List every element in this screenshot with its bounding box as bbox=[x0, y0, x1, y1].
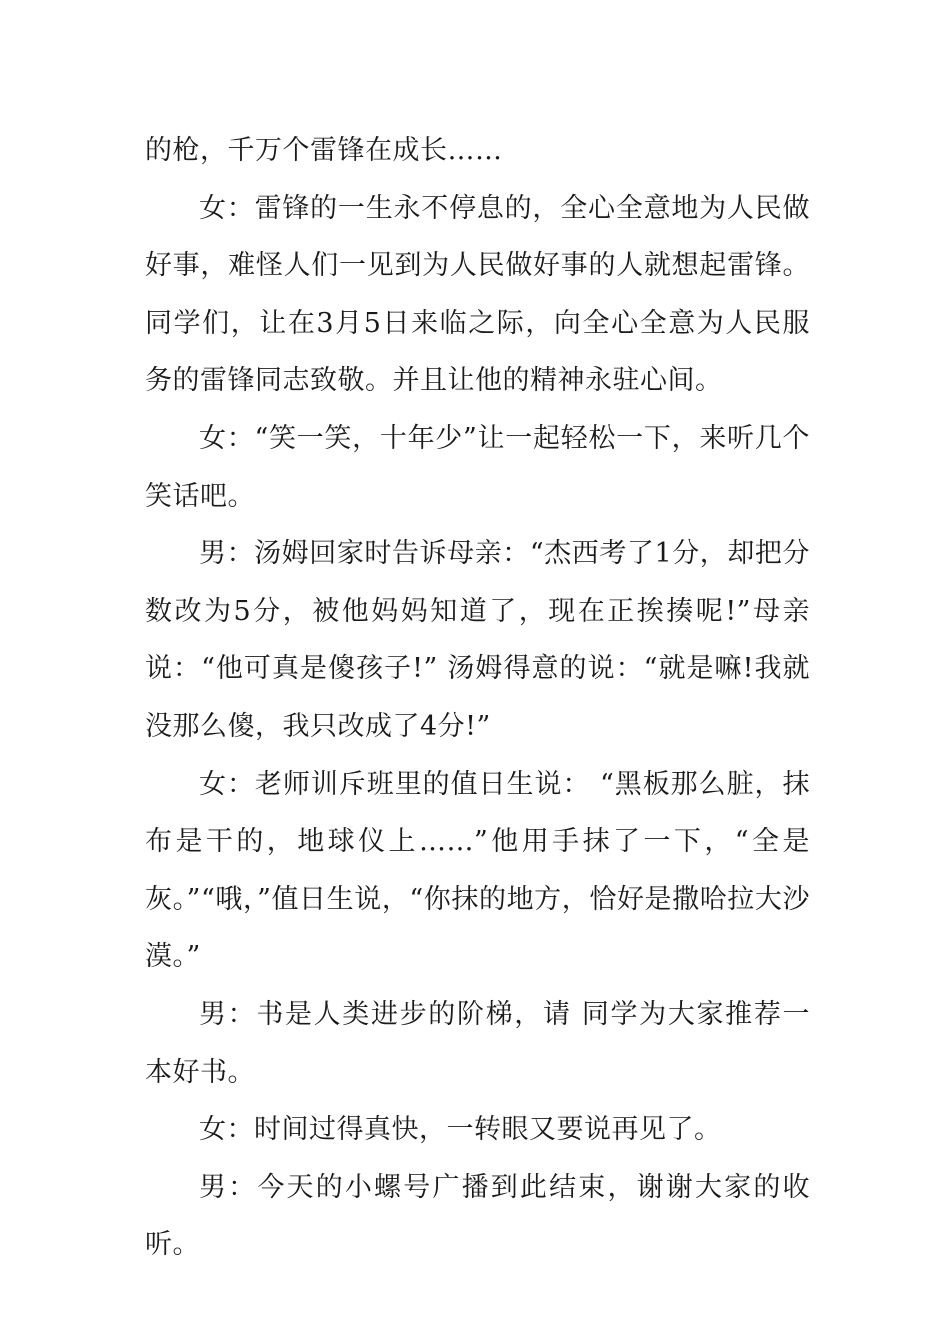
paragraph: 的枪，千万个雷锋在成长…… bbox=[145, 135, 503, 166]
paragraph: 女：老师训斥班里的值日生说： “黑板那么脏，抹布是干的，地球仪上……”他用手抹了一下，“全是灰。”“哦，”值日生说，“你抹的地方，恰好是撒哈拉大沙漠。” bbox=[145, 768, 810, 973]
document-body bbox=[145, 122, 810, 1274]
paragraph: 男：汤姆回家时告诉母亲：“杰西考了1分，却把分数改为5分，被他妈妈知道了，现在正挨揍呢!”母亲说：“他可真是傻孩子!” 汤姆得意的说：“就是嘛!我就没那么傻，我只改成了4分!” bbox=[145, 538, 810, 742]
paragraph: 女：“笑一笑，十年少”让一起轻松一下，来听几个笑话吧。 bbox=[145, 422, 810, 512]
paragraph: 男：书是人类进步的阶梯，请 同学为大家推荐一本好书。 bbox=[145, 998, 810, 1088]
paragraph: 女：雷锋的一生永不停息的，全心全意地为人民做好事，难怪人们一见到为人民做好事的人就想起雷锋。同学们，让在3月5日来临之际，向全心全意为人民服务的雷锋同志致敬。并且让他的精神永驻心间。 bbox=[145, 192, 810, 397]
paragraph: 女：时间过得真快，一转眼又要说再见了。 bbox=[199, 1114, 722, 1146]
paragraph: 男：今天的小螺号广播到此结束，谢谢大家的收听。 bbox=[145, 1171, 810, 1261]
